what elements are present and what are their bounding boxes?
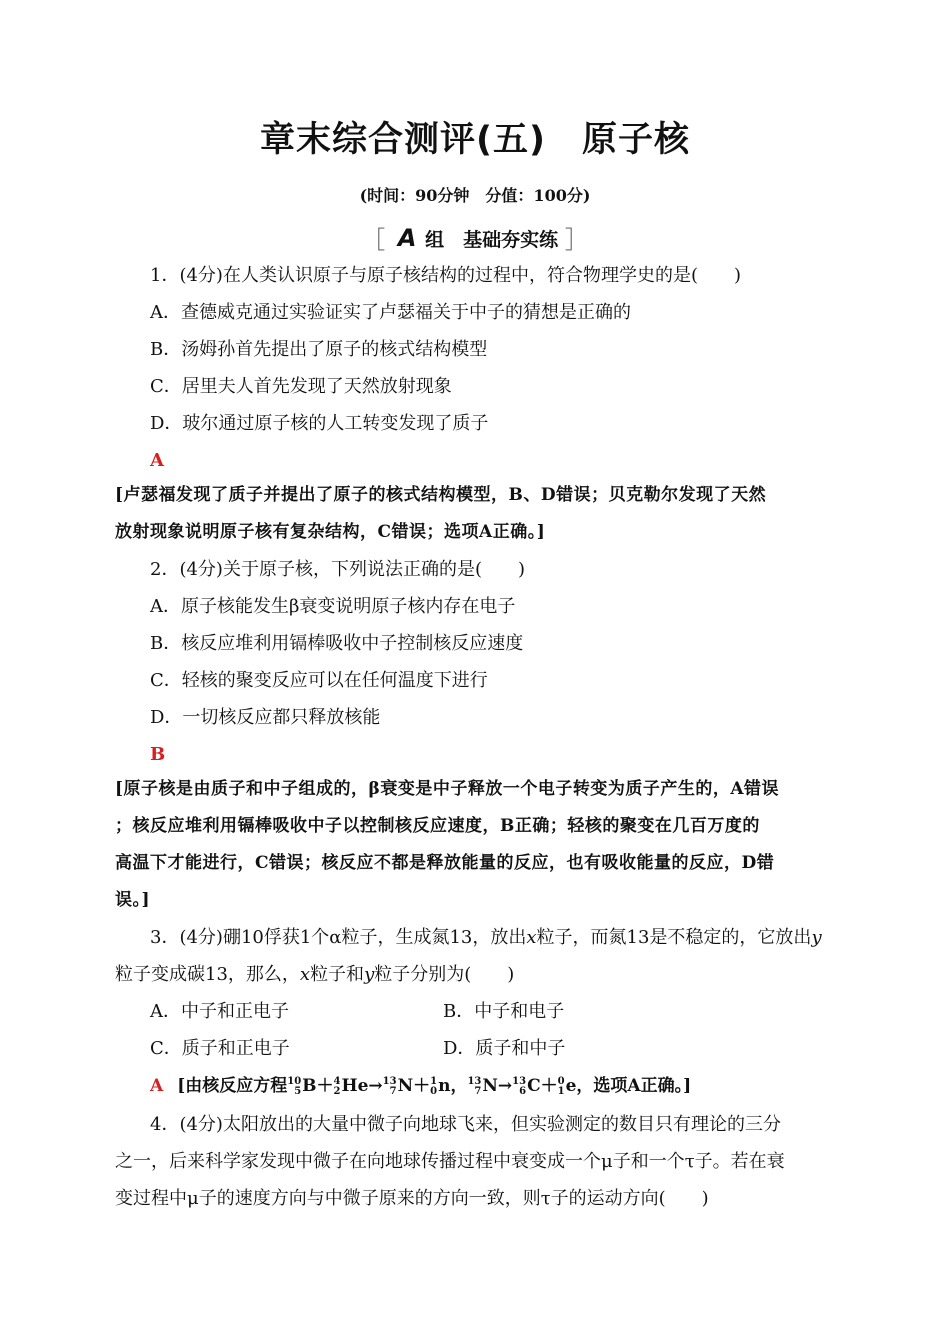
q1-explanation-line-1: [卢瑟福发现了质子并提出了原子的核式结构模型，B、D错误；贝克勒尔发现了天然 xyxy=(115,485,767,505)
question-3-stem-line-1 xyxy=(150,926,822,950)
q3-stem-part: 粒子和 xyxy=(310,964,365,985)
q1-option-c: C．居里夫人首先发现了天然放射现象 xyxy=(150,376,452,397)
bracket-right: ］ xyxy=(564,226,589,254)
nuclide-numbers: 0 1 xyxy=(557,1076,565,1097)
q1-option-d: D．玻尔通过原子核的人工转变发现了质子 xyxy=(150,413,489,434)
q3-stem-part: 粒子，而氮13是不稳定的，它放出 xyxy=(536,927,812,948)
equation-text: n， xyxy=(438,1076,468,1096)
q1-answer: A xyxy=(150,450,164,471)
equation-text: [由核反应方程 xyxy=(177,1076,288,1096)
equation-text: He→ xyxy=(341,1076,383,1096)
nuclide-numbers: 1 0 xyxy=(430,1076,438,1097)
q3-answer-line xyxy=(150,1074,691,1098)
bracket-left: ［ xyxy=(361,226,386,254)
q3-stem-part: 3．(4分)硼10俘获1个α粒子，生成氮13，放出 xyxy=(150,927,527,948)
page-title: 章末综合测评(五) 原子核 xyxy=(260,120,690,160)
nuclide-numbers: 13 7 xyxy=(467,1076,482,1097)
q3-option-d: D．质子和中子 xyxy=(443,1038,566,1059)
nuclide-numbers: 13 6 xyxy=(512,1076,527,1097)
q3-stem-part: 粒子变成碳13，那么， xyxy=(115,964,300,985)
q3-option-a: A．中子和正电子 xyxy=(150,1001,289,1022)
question-4-stem-line-1: 4．(4分)太阳放出的大量中微子向地球飞来，但实验测定的数目只有理论的三分 xyxy=(150,1114,781,1135)
equation-text: N→ xyxy=(482,1076,513,1096)
q2-answer: B xyxy=(150,744,166,765)
equation-text: e，选项A正确。] xyxy=(565,1076,692,1096)
question-4-stem-line-3: 变过程中μ子的速度方向与中微子原来的方向一致，则τ子的运动方向( ) xyxy=(115,1188,709,1209)
q1-explanation-line-2: 放射现象说明原子核有复杂结构，C错误；选项A正确。] xyxy=(115,522,546,542)
q3-option-c: C．质子和正电子 xyxy=(150,1038,290,1059)
q2-option-a: A．原子核能发生β衰变说明原子核内存在电子 xyxy=(150,596,516,617)
q3-var-y: y xyxy=(811,927,822,948)
section-heading xyxy=(0,220,950,255)
q1-option-a: A．查德威克通过实验证实了卢瑟福关于中子的猜想是正确的 xyxy=(150,302,631,323)
q2-explanation-line-2: ；核反应堆利用镉棒吸收中子以控制核反应速度，B正确；轻核的聚变在几百万度的 xyxy=(115,816,760,836)
group-label: 组 基础夯实练 xyxy=(425,229,559,251)
q3-option-b: B．中子和电子 xyxy=(443,1001,565,1022)
q3-var-y: y xyxy=(364,964,375,985)
group-letter: A xyxy=(397,224,417,252)
exam-meta: (时间：90分钟 分值：100分) xyxy=(359,186,591,205)
nuclide-numbers: 4 2 xyxy=(333,1076,341,1097)
question-3-stem-line-2 xyxy=(115,963,514,987)
q3-stem-part: 粒子分别为( ) xyxy=(374,964,515,985)
nuclide-numbers: 13 7 xyxy=(382,1076,397,1097)
equation-text: N＋ xyxy=(397,1076,431,1096)
q2-option-b: B．核反应堆利用镉棒吸收中子控制核反应速度 xyxy=(150,633,524,654)
q2-explanation-line-4: 误。] xyxy=(115,890,151,910)
q2-explanation-line-3: 高温下才能进行，C错误；核反应不都是释放能量的反应，也有吸收能量的反应，D错 xyxy=(115,853,775,873)
question-4-stem-line-2: 之一，后来科学家发现中微子在向地球传播过程中衰变成一个μ子和一个τ子。若在衰 xyxy=(115,1151,785,1172)
q3-explanation xyxy=(177,1076,691,1096)
q1-option-b: B．汤姆孙首先提出了原子的核式结构模型 xyxy=(150,339,488,360)
question-2-stem: 2．(4分)关于原子核，下列说法正确的是( ) xyxy=(150,559,525,580)
q3-var-x: x xyxy=(526,927,537,948)
q2-explanation-line-1: [原子核是由质子和中子组成的，β衰变是中子释放一个电子转变为质子产生的，A错误 xyxy=(115,779,780,799)
question-1-stem: 1．(4分)在人类认识原子与原子核结构的过程中，符合物理学史的是( ) xyxy=(150,265,741,286)
nuclide-numbers: 10 5 xyxy=(287,1076,302,1097)
equation-text: C＋ xyxy=(527,1076,558,1096)
q3-var-x: x xyxy=(299,964,311,985)
q2-option-c: C．轻核的聚变反应可以在任何温度下进行 xyxy=(150,670,488,691)
q2-option-d: D．一切核反应都只释放核能 xyxy=(150,707,381,728)
equation-text: B＋ xyxy=(302,1076,334,1096)
q3-answer: A xyxy=(150,1076,164,1096)
